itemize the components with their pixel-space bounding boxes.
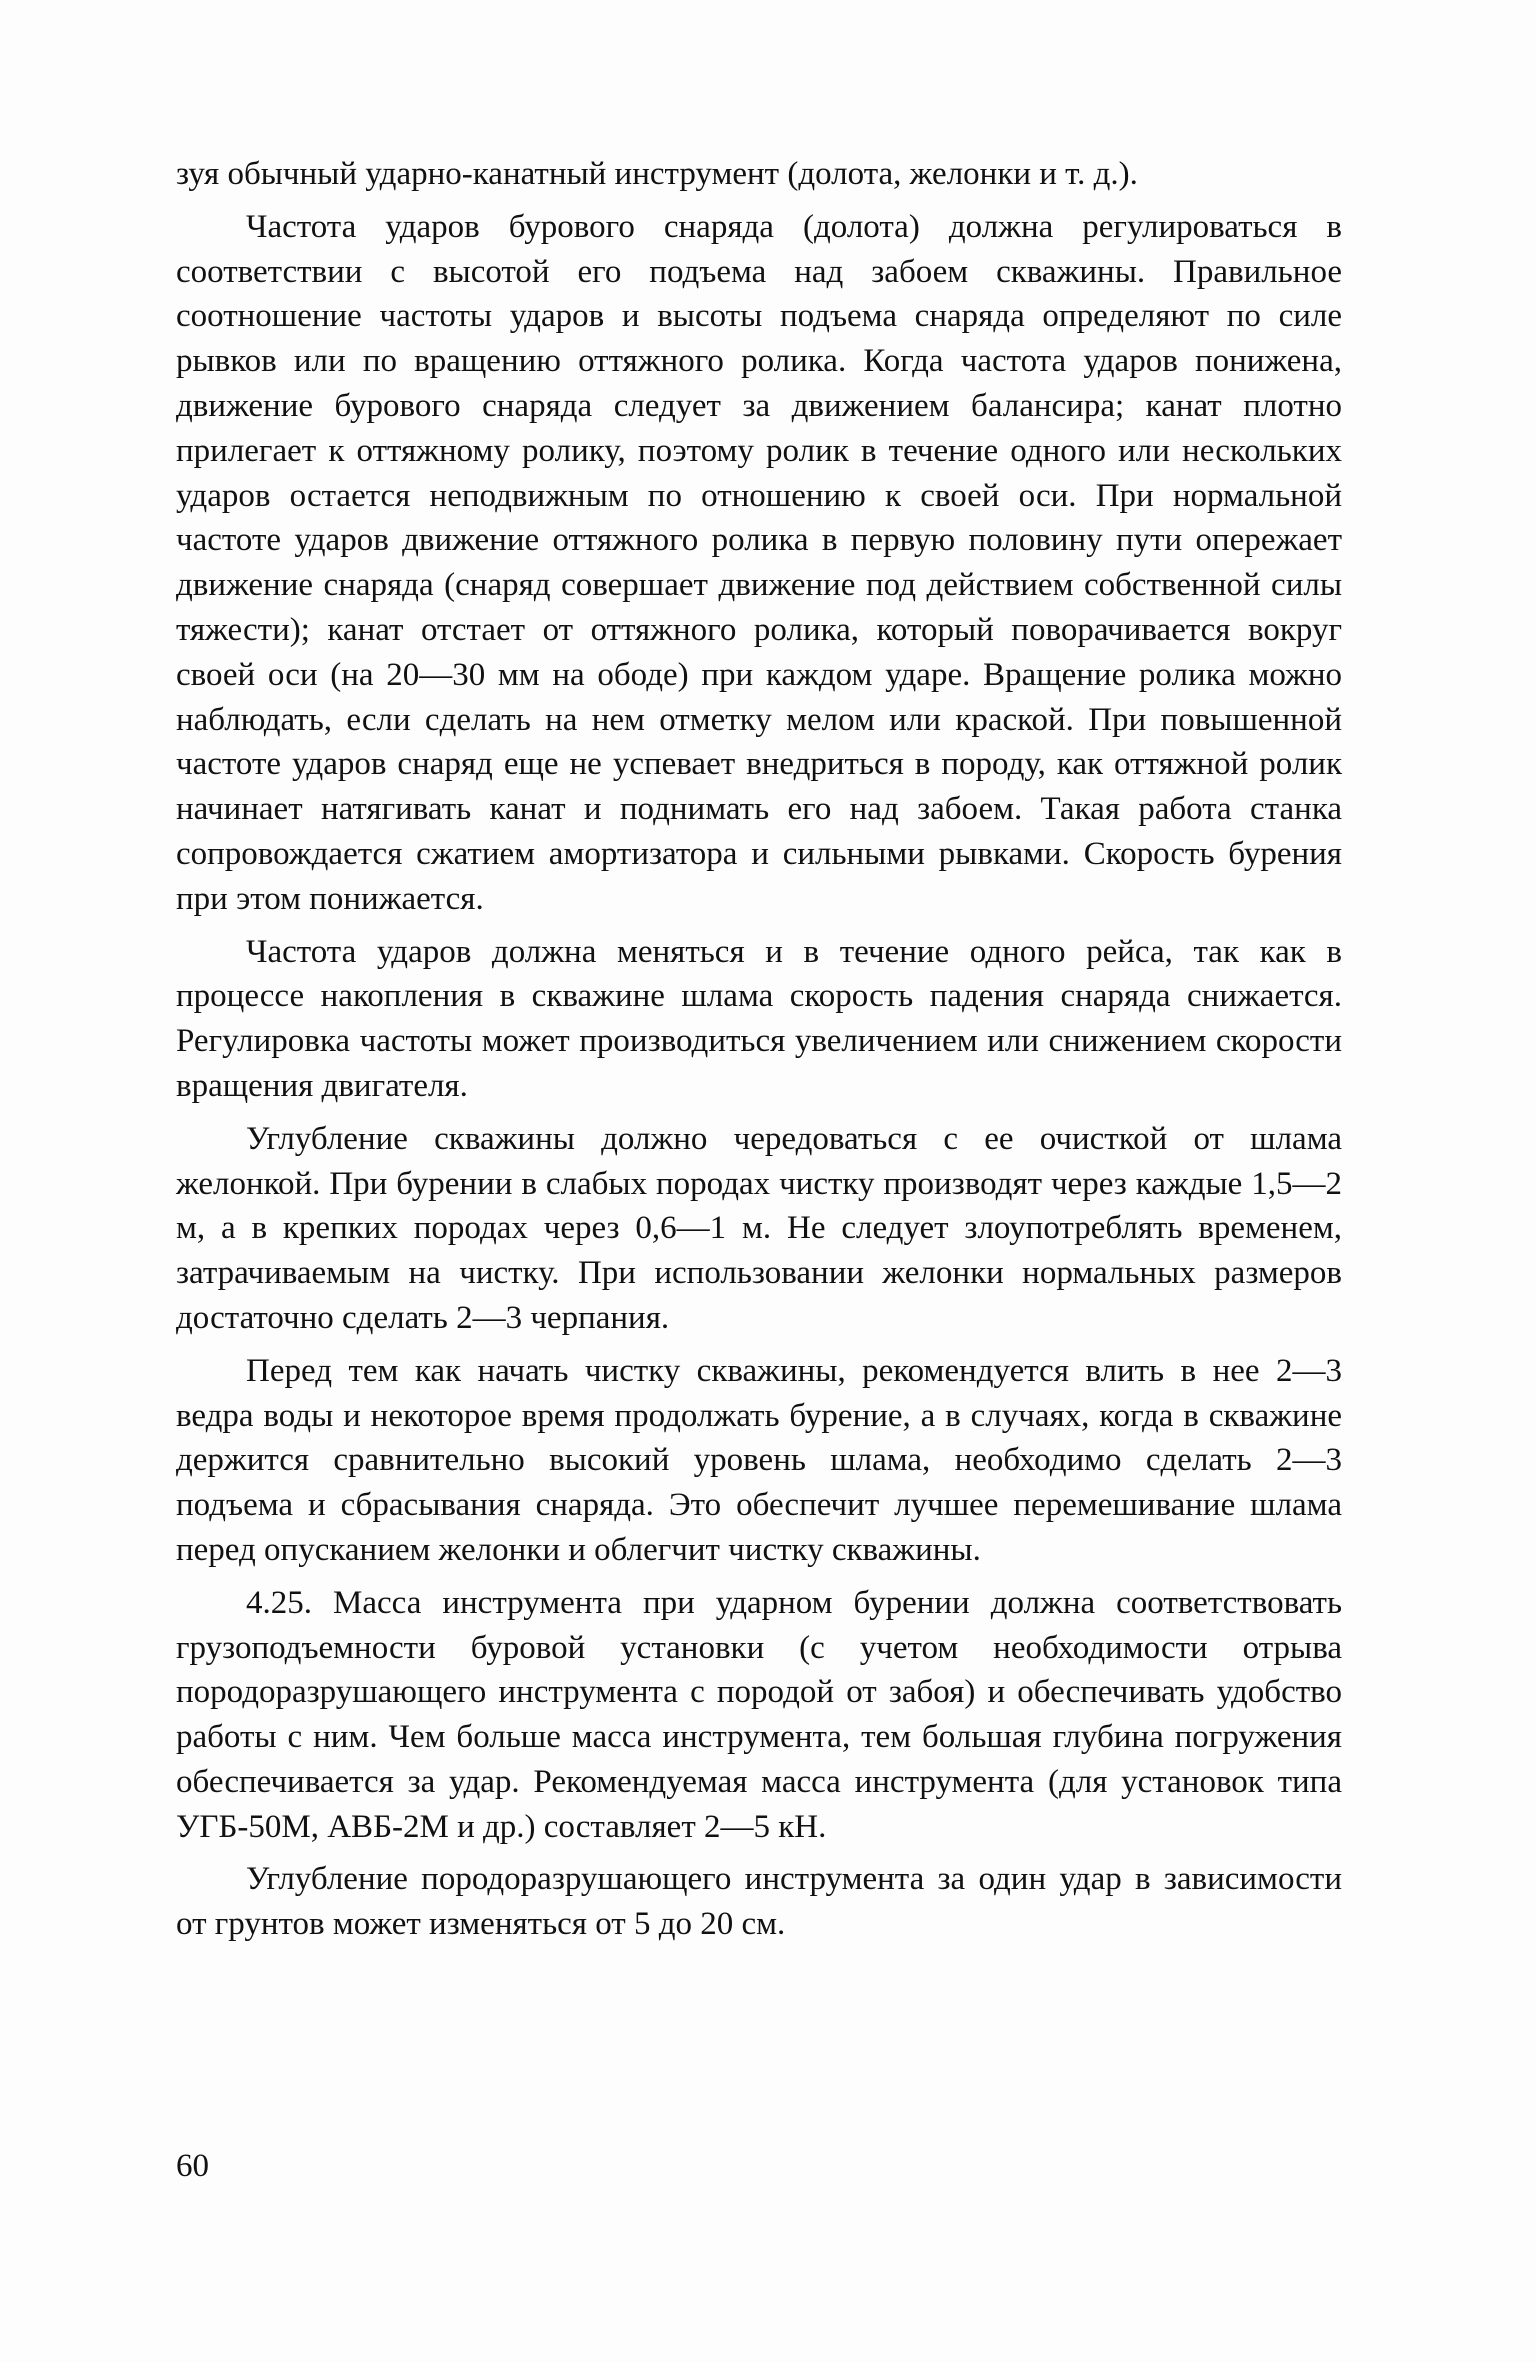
paragraph-impact-frequency: Частота ударов бурового снаряда (долота) должна регулироваться в соответствии с высотой его подъема над забоем скважины. Правильное соотношение частоты ударов и высоты подъема снаряда определяют по силе рывков или по вращению оттяжного ролика. Когда частота ударов понижена, движение бурового снаряда следует за движением балансира; канат плотно прилегает к оттяжному ролику, поэтому ролик в течение одного или нескольких ударов остается неподвижным по отношению к своей оси. При нормальной частоте ударов движение оттяжного ролика в первую половину пути опережает движение снаряда (снаряд совершает движение под действием собственной силы тяжести); канат отстает от оттяжного ролика, который поворачивается вокруг своей оси (на 20—30 мм на ободе) при каждом ударе. Вращение ролика можно наблюдать, если сделать на нем отметку мелом или краской. При повышенной частоте ударов снаряд еще не успевает внедриться в породу, как оттяжной ролик начинает натягивать канат и поднимать его над забоем. Такая работа станка сопровождается сжатием амортизатора и сильными рывками. Скорость бурения при этом понижается. (176, 208, 1342, 917)
paragraph-frequency-per-trip: Частота ударов должна меняться и в течение одного рейса, так как в процессе накопления в скважине шлама скорость падения снаряда снижается. Регулировка частоты может производиться увеличением или снижением скорости вращения двигателя. (176, 933, 1342, 1104)
paragraph-before-cleaning: Перед тем как начать чистку скважины, рекомендуется влить в нее 2—3 ведра воды и некоторое время продолжать бурение, а в случаях, когда в скважине держится сравнительно высокий уровень шлама, необходимо сделать 2—3 подъема и сбрасывания снаряда. Это обеспечит лучшее перемешивание шлама перед опусканием желонки и облегчит чистку скважины. (176, 1352, 1342, 1568)
paragraph-bailer-cleaning: Углубление скважины должно чередоваться с ее очисткой от шлама желонкой. При бурении в слабых породах чистку производят через каждые 1,5—2 м, а в крепких породах через 0,6—1 м. Не следует злоупотреблять временем, затрачиваемым на чистку. При использовании желонки нормальных размеров достаточно сделать 2—3 черпания. (176, 1120, 1342, 1336)
body-text (176, 152, 1342, 1955)
paragraph-section-4-25: 4.25. Масса инструмента при ударном бурении должна соответствовать грузоподъемности буровой установки (с учетом необходимости отрыва породоразрушающего инструмента с породой от забоя) и обеспечивать удобство работы с ним. Чем больше масса инструмента, тем большая глубина погружения обеспечивается за удар. Рекомендуемая масса инструмента (для установок типа УГБ-50М, АВБ-2М и др.) составляет 2—5 кН. (176, 1584, 1342, 1845)
paragraph-penetration-depth: Углубление породоразрушающего инструмента за один удар в зависимости от грунтов может изменяться от 5 до 20 см. (176, 1861, 1342, 1943)
paragraph-continuation: зуя обычный ударно-канатный инструмент (долота, желонки и т. д.). (176, 156, 1138, 192)
page-number: 60 (176, 2148, 209, 2184)
